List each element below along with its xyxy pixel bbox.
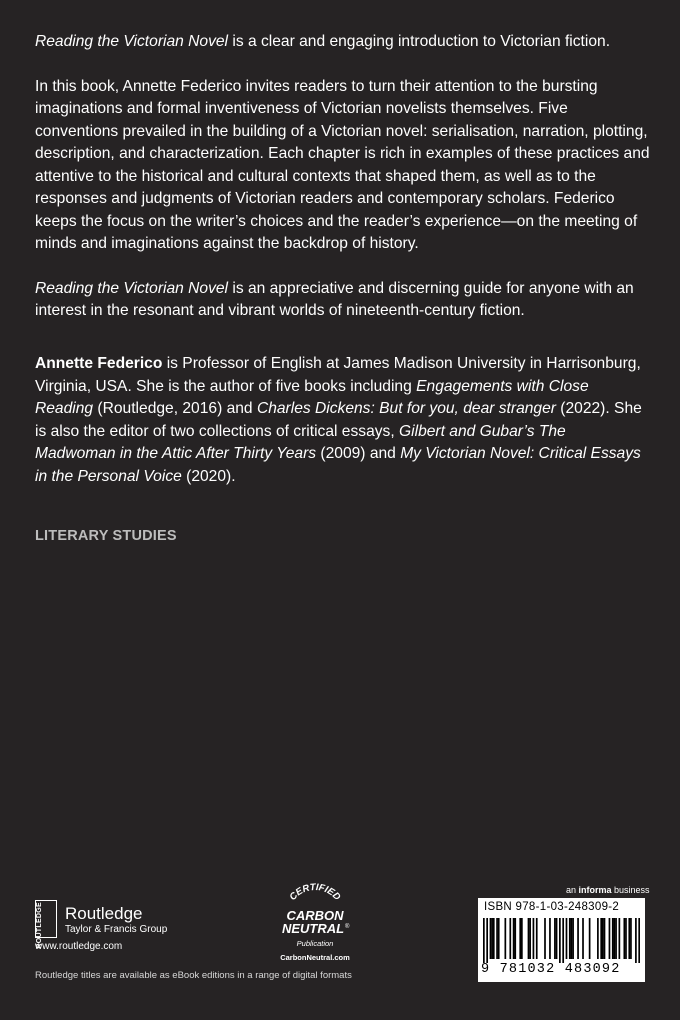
svg-text:CarbonNeutral.com: CarbonNeutral.com — [280, 953, 350, 962]
barcode-bar — [609, 918, 611, 959]
barcode-bar — [628, 918, 630, 959]
barcode-bar — [572, 918, 574, 959]
barcode-bar — [630, 918, 632, 959]
description-paragraph-2: In this book, Annette Federico invites readers to turn their attention to the bursting imaginations and formal inventiveness of Victorian novelists themselves. Five conventions prevailed in the building of a Victorian novel: serialisation, narration, plotting, description, and characterization. Each chapter is rich in examples of these practices and attentive to the historical and cultural contexts that shaped them, as well as to the responses and judgments of Victorian readers and contemporary scholars. Federico keeps the focus on the writer’s choices and the reader’s experience—on the meeting of minds and imaginations against the backdrop of history. — [35, 77, 650, 252]
barcode-bar — [604, 918, 606, 959]
barcode-bar — [504, 918, 506, 959]
barcode-bar — [544, 918, 546, 959]
barcode-bar — [602, 918, 604, 959]
routledge-icon: ROUTLEDGE — [35, 900, 57, 938]
barcode-bar — [493, 918, 495, 959]
barcode-bar — [566, 918, 568, 959]
barcode-bar — [509, 918, 511, 959]
barcode-bar — [528, 918, 530, 959]
barcode-bar — [514, 918, 516, 959]
barcode-bar — [619, 918, 621, 959]
publisher-logo — [35, 900, 235, 960]
author-name: Annette Federico — [35, 355, 163, 372]
isbn-number: ISBN 978-1-03-248309-2 — [484, 901, 620, 913]
barcode-bar — [569, 918, 571, 959]
barcode-bar — [490, 918, 492, 959]
subject-category: LITERARY STUDIES — [35, 528, 177, 544]
svg-text:®: ® — [345, 924, 350, 930]
publisher-url: www.routledge.com — [35, 941, 123, 952]
svg-text:Publication: Publication — [296, 939, 334, 948]
barcode-bar — [519, 918, 521, 959]
book-description — [35, 31, 650, 323]
barcode-bar — [577, 918, 579, 959]
barcode-digits: 9 781032 483092 — [481, 962, 621, 977]
barcode-bar — [554, 918, 556, 959]
barcode-bar — [625, 918, 627, 959]
barcode-bar — [597, 918, 599, 959]
barcode-bar — [559, 918, 561, 963]
svg-text:CERTIFIED: CERTIFIED — [287, 883, 343, 903]
publisher-name: Routledge — [65, 904, 143, 923]
barcode-bar — [614, 918, 616, 959]
barcode-bar — [491, 918, 493, 959]
barcode-bar — [549, 918, 551, 959]
barcode-bar — [562, 918, 564, 963]
barcode-bar — [571, 918, 573, 959]
ebook-note: Routledge titles are available as eBook editions in a range of digital formats — [35, 970, 352, 981]
barcode-bar — [635, 918, 637, 963]
description-paragraph-1: Reading the Victorian Novel is a clear and engaging introduction to Victorian fiction. — [35, 33, 611, 50]
svg-text:NEUTRAL: NEUTRAL — [281, 921, 345, 936]
barcode-bar — [521, 918, 523, 959]
svg-text:CARBON: CARBON — [286, 908, 344, 923]
barcode-bar — [623, 918, 625, 959]
isbn-barcode — [478, 898, 645, 982]
barcode-bar — [556, 918, 558, 959]
book-title: Reading the Victorian Novel — [35, 279, 229, 297]
informa-tagline: an informa business — [566, 885, 650, 895]
description-paragraph-3: Reading the Victorian Novel is an appreciative and discerning guide for anyone with an interest in the resonant and vibrant worlds of nineteenth-century fiction. — [35, 279, 634, 319]
barcode-bar — [513, 918, 515, 959]
book-title: Reading the Victorian Novel — [35, 33, 229, 50]
publisher-group: Taylor & Francis Group — [65, 924, 168, 935]
carbon-neutral-badge — [270, 883, 360, 968]
barcode-bar — [533, 918, 535, 959]
barcode-bar — [589, 918, 591, 959]
barcode-bars — [483, 918, 640, 963]
barcode-bar — [615, 918, 617, 959]
barcode-bar — [582, 918, 584, 959]
barcode-bar — [536, 918, 538, 959]
barcode-bar — [483, 918, 485, 963]
barcode-bar — [600, 918, 602, 959]
author-bio: Annette Federico is Professor of English at James Madison University in Harrisonburg, Virginia, USA. She is the author of five books including Engagements with Close Reading (Routledge, 2016) and Charles Dickens: But for you, dear stranger (2022). She is also the editor of two collections of critical essays, Gilbert and Gubar’s The Madwoman in the Attic After Thirty Years (2009) and My Victorian Novel: Critical Essays in the Personal Voice (2020). — [35, 355, 642, 485]
barcode-bar — [498, 918, 500, 959]
barcode-bar — [612, 918, 614, 959]
barcode-bar — [486, 918, 488, 963]
barcode-bar — [529, 918, 531, 959]
barcode-bar — [638, 918, 640, 963]
barcode-bar — [496, 918, 498, 959]
